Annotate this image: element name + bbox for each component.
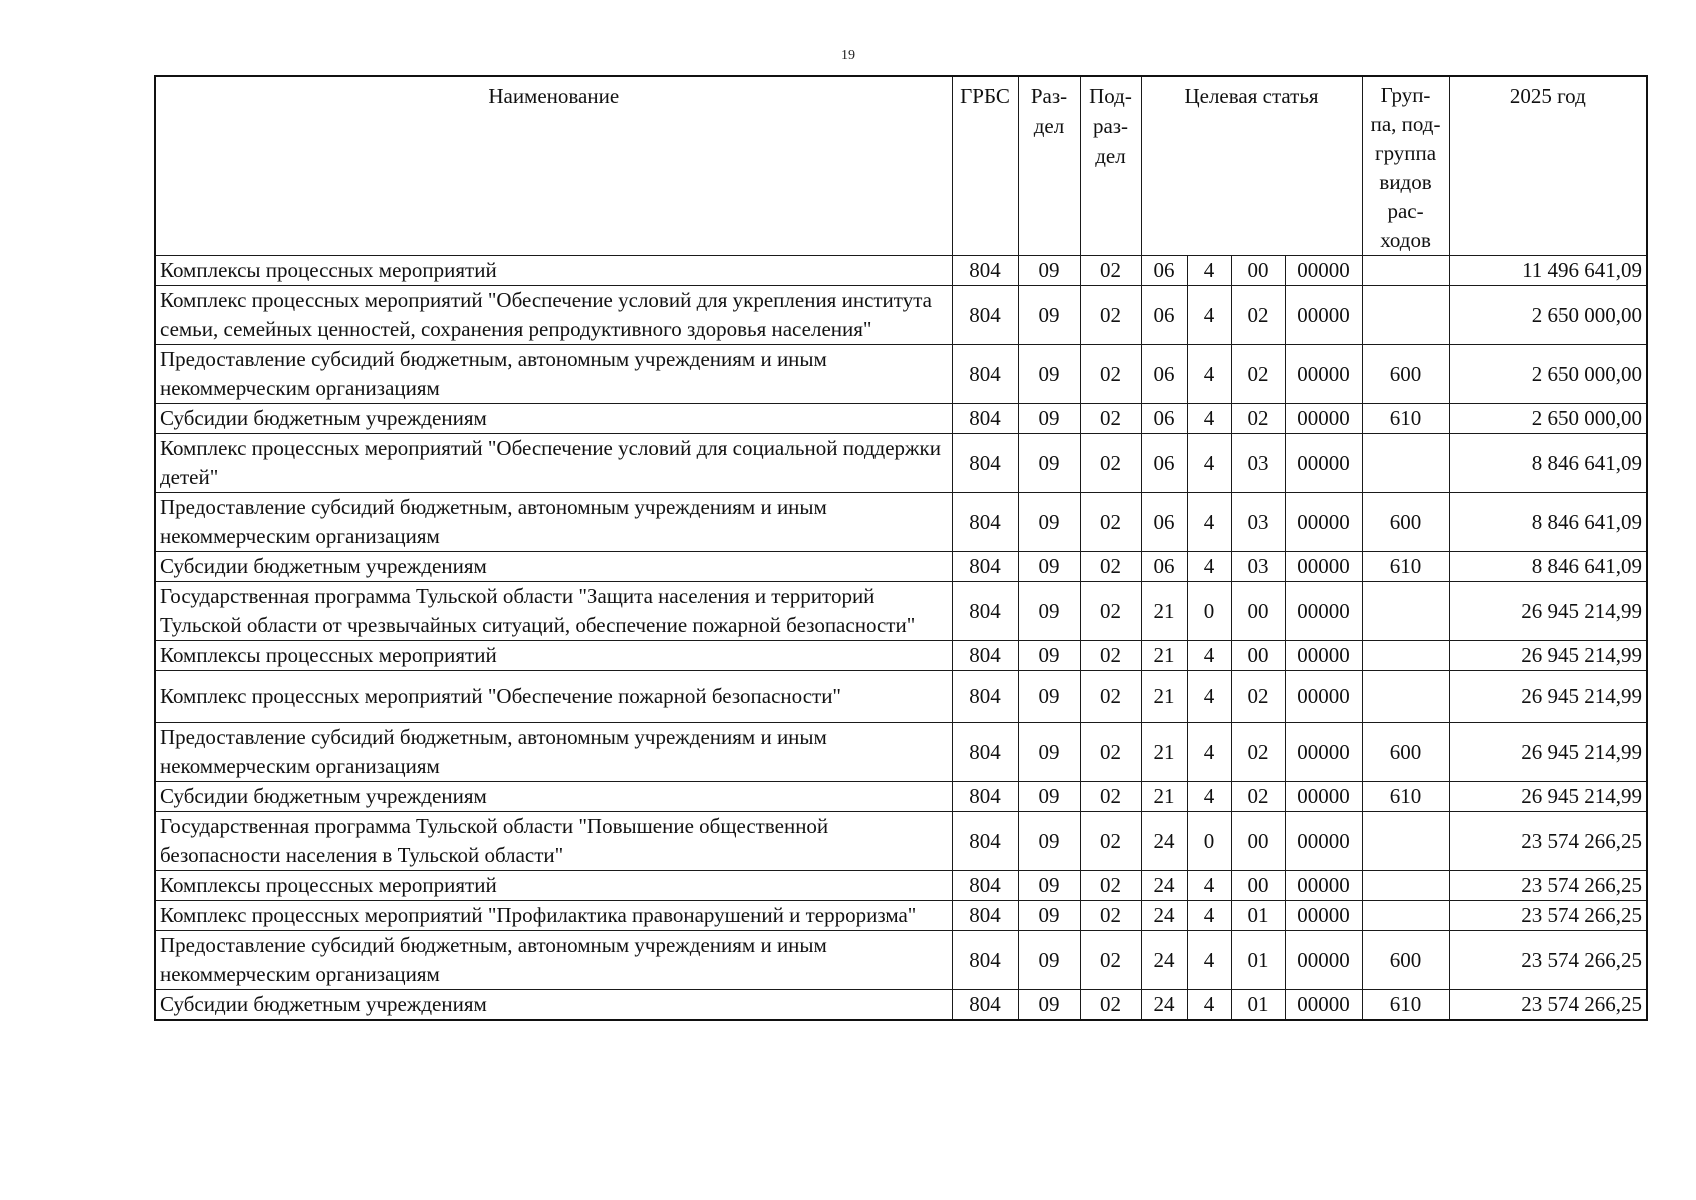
row-subsection: 02: [1080, 493, 1141, 552]
row-expense-group: [1362, 256, 1449, 286]
row-target-structure: 02: [1231, 404, 1285, 434]
row-section: 09: [1018, 723, 1080, 782]
table-row: [155, 493, 1647, 552]
row-target-structure: 02: [1231, 782, 1285, 812]
row-expense-group: [1362, 582, 1449, 641]
row-name: Комплекс процессных мероприятий "Обеспечение условий для укрепления института семьи, семейных ценностей, сохранения репродуктивного здоровья населения": [155, 286, 952, 345]
row-target-structure: 03: [1231, 493, 1285, 552]
row-target-direction: 00000: [1285, 434, 1362, 493]
row-target-program: 24: [1141, 931, 1187, 990]
row-section: 09: [1018, 931, 1080, 990]
row-grbs: 804: [952, 871, 1018, 901]
row-amount: 26 945 214,99: [1449, 641, 1647, 671]
row-section: 09: [1018, 782, 1080, 812]
row-target-type: 4: [1187, 286, 1231, 345]
row-target-program: 21: [1141, 671, 1187, 723]
row-target-structure: 02: [1231, 723, 1285, 782]
row-target-direction: 00000: [1285, 582, 1362, 641]
row-name: Государственная программа Тульской области "Защита населения и территорий Тульской области от чрезвычайных ситуаций, обеспечение пожарной безопасности": [155, 582, 952, 641]
row-grbs: 804: [952, 990, 1018, 1021]
row-target-program: 21: [1141, 582, 1187, 641]
row-grbs: 804: [952, 552, 1018, 582]
table-row: [155, 582, 1647, 641]
row-name: Комплекс процессных мероприятий "Обеспечение условий для социальной поддержки детей": [155, 434, 952, 493]
row-target-direction: 00000: [1285, 723, 1362, 782]
table-header-row: [155, 76, 1647, 256]
row-name: Предоставление субсидий бюджетным, автономным учреждениям и иным некоммерческим организациям: [155, 493, 952, 552]
row-target-structure: 00: [1231, 871, 1285, 901]
row-target-direction: 00000: [1285, 493, 1362, 552]
table-row: [155, 434, 1647, 493]
row-subsection: 02: [1080, 812, 1141, 871]
row-subsection: 02: [1080, 931, 1141, 990]
row-name: Комплекс процессных мероприятий "Профилактика правонарушений и терроризма": [155, 901, 952, 931]
header-expense-group: Груп- па, под- группа видов рас- ходов: [1362, 76, 1449, 256]
row-grbs: 804: [952, 641, 1018, 671]
row-target-structure: 03: [1231, 434, 1285, 493]
row-target-type: 4: [1187, 871, 1231, 901]
row-expense-group: 610: [1362, 990, 1449, 1021]
page-number: 19: [841, 48, 855, 63]
row-grbs: 804: [952, 812, 1018, 871]
row-amount: 23 574 266,25: [1449, 931, 1647, 990]
row-target-direction: 00000: [1285, 671, 1362, 723]
row-subsection: 02: [1080, 871, 1141, 901]
row-section: 09: [1018, 256, 1080, 286]
row-amount: 8 846 641,09: [1449, 434, 1647, 493]
row-target-type: 4: [1187, 901, 1231, 931]
row-target-structure: 03: [1231, 552, 1285, 582]
row-amount: 23 574 266,25: [1449, 990, 1647, 1021]
row-section: 09: [1018, 582, 1080, 641]
row-amount: 26 945 214,99: [1449, 582, 1647, 641]
row-target-type: 4: [1187, 641, 1231, 671]
row-target-program: 06: [1141, 256, 1187, 286]
row-amount: 23 574 266,25: [1449, 901, 1647, 931]
row-subsection: 02: [1080, 990, 1141, 1021]
table-row: [155, 812, 1647, 871]
table-row: [155, 552, 1647, 582]
budget-table: [154, 75, 1648, 1021]
row-target-type: 4: [1187, 723, 1231, 782]
row-target-direction: 00000: [1285, 931, 1362, 990]
table-row: [155, 641, 1647, 671]
row-subsection: 02: [1080, 582, 1141, 641]
table-row: [155, 990, 1647, 1021]
row-subsection: 02: [1080, 256, 1141, 286]
table-row: [155, 671, 1647, 723]
row-name: Комплексы процессных мероприятий: [155, 871, 952, 901]
row-grbs: 804: [952, 582, 1018, 641]
row-target-direction: 00000: [1285, 812, 1362, 871]
row-target-direction: 00000: [1285, 871, 1362, 901]
row-name: Комплексы процессных мероприятий: [155, 256, 952, 286]
row-subsection: 02: [1080, 404, 1141, 434]
row-section: 09: [1018, 901, 1080, 931]
row-target-structure: 01: [1231, 990, 1285, 1021]
row-grbs: 804: [952, 345, 1018, 404]
header-name: Наименование: [155, 76, 952, 256]
row-target-type: 4: [1187, 256, 1231, 286]
row-expense-group: [1362, 812, 1449, 871]
row-name: Комплекс процессных мероприятий "Обеспечение пожарной безопасности": [155, 671, 952, 723]
row-section: 09: [1018, 671, 1080, 723]
row-target-structure: 02: [1231, 345, 1285, 404]
row-target-program: 06: [1141, 434, 1187, 493]
table-body: [155, 256, 1647, 1021]
row-section: 09: [1018, 871, 1080, 901]
row-expense-group: 600: [1362, 723, 1449, 782]
row-grbs: 804: [952, 931, 1018, 990]
row-name: Государственная программа Тульской области "Повышение общественной безопасности населения в Тульской области": [155, 812, 952, 871]
row-amount: 23 574 266,25: [1449, 812, 1647, 871]
row-expense-group: 600: [1362, 931, 1449, 990]
row-target-structure: 01: [1231, 931, 1285, 990]
row-target-direction: 00000: [1285, 345, 1362, 404]
row-target-structure: 01: [1231, 901, 1285, 931]
row-section: 09: [1018, 493, 1080, 552]
row-section: 09: [1018, 434, 1080, 493]
row-amount: 26 945 214,99: [1449, 782, 1647, 812]
table-row: [155, 256, 1647, 286]
row-target-type: 4: [1187, 782, 1231, 812]
row-amount: 8 846 641,09: [1449, 552, 1647, 582]
row-grbs: 804: [952, 434, 1018, 493]
row-expense-group: 600: [1362, 493, 1449, 552]
row-target-program: 06: [1141, 552, 1187, 582]
row-name: Предоставление субсидий бюджетным, автономным учреждениям и иным некоммерческим организациям: [155, 931, 952, 990]
row-grbs: 804: [952, 493, 1018, 552]
table-row: [155, 931, 1647, 990]
row-subsection: 02: [1080, 552, 1141, 582]
row-name: Субсидии бюджетным учреждениям: [155, 990, 952, 1021]
row-target-program: 24: [1141, 871, 1187, 901]
row-expense-group: [1362, 671, 1449, 723]
row-subsection: 02: [1080, 286, 1141, 345]
row-target-program: 06: [1141, 404, 1187, 434]
header-subsection: Под- раз- дел: [1080, 76, 1141, 256]
table-row: [155, 871, 1647, 901]
row-target-type: 4: [1187, 990, 1231, 1021]
row-subsection: 02: [1080, 723, 1141, 782]
row-target-structure: 00: [1231, 256, 1285, 286]
row-amount: 23 574 266,25: [1449, 871, 1647, 901]
row-name: Субсидии бюджетным учреждениям: [155, 404, 952, 434]
row-target-program: 06: [1141, 493, 1187, 552]
row-section: 09: [1018, 404, 1080, 434]
row-target-direction: 00000: [1285, 641, 1362, 671]
row-target-program: 24: [1141, 990, 1187, 1021]
row-amount: 2 650 000,00: [1449, 286, 1647, 345]
row-target-type: 4: [1187, 493, 1231, 552]
row-amount: 11 496 641,09: [1449, 256, 1647, 286]
row-expense-group: [1362, 286, 1449, 345]
row-grbs: 804: [952, 782, 1018, 812]
table-row: [155, 286, 1647, 345]
row-grbs: 804: [952, 404, 1018, 434]
row-amount: 2 650 000,00: [1449, 345, 1647, 404]
row-grbs: 804: [952, 286, 1018, 345]
header-grbs: ГРБС: [952, 76, 1018, 256]
row-target-program: 24: [1141, 812, 1187, 871]
row-target-type: 4: [1187, 434, 1231, 493]
row-target-program: 24: [1141, 901, 1187, 931]
row-section: 09: [1018, 641, 1080, 671]
header-target-item: Целевая статья: [1141, 76, 1362, 256]
row-subsection: 02: [1080, 901, 1141, 931]
row-target-direction: 00000: [1285, 901, 1362, 931]
row-target-program: 06: [1141, 345, 1187, 404]
row-expense-group: [1362, 901, 1449, 931]
row-target-type: 0: [1187, 582, 1231, 641]
row-expense-group: 610: [1362, 782, 1449, 812]
row-target-program: 21: [1141, 641, 1187, 671]
header-year: 2025 год: [1449, 76, 1647, 256]
table-row: [155, 901, 1647, 931]
row-amount: 8 846 641,09: [1449, 493, 1647, 552]
row-expense-group: [1362, 641, 1449, 671]
row-expense-group: [1362, 871, 1449, 901]
row-subsection: 02: [1080, 641, 1141, 671]
row-grbs: 804: [952, 256, 1018, 286]
row-target-direction: 00000: [1285, 552, 1362, 582]
row-target-direction: 00000: [1285, 286, 1362, 345]
row-name: Предоставление субсидий бюджетным, автономным учреждениям и иным некоммерческим организациям: [155, 723, 952, 782]
row-target-structure: 00: [1231, 641, 1285, 671]
row-subsection: 02: [1080, 345, 1141, 404]
row-expense-group: [1362, 434, 1449, 493]
table-row: [155, 345, 1647, 404]
row-target-direction: 00000: [1285, 404, 1362, 434]
row-target-structure: 00: [1231, 582, 1285, 641]
row-target-structure: 02: [1231, 671, 1285, 723]
row-target-program: 21: [1141, 723, 1187, 782]
row-target-direction: 00000: [1285, 256, 1362, 286]
row-amount: 2 650 000,00: [1449, 404, 1647, 434]
row-subsection: 02: [1080, 782, 1141, 812]
row-expense-group: 600: [1362, 345, 1449, 404]
row-section: 09: [1018, 286, 1080, 345]
row-name: Субсидии бюджетным учреждениям: [155, 782, 952, 812]
header-section: Раз- дел: [1018, 76, 1080, 256]
row-target-type: 0: [1187, 812, 1231, 871]
row-target-type: 4: [1187, 671, 1231, 723]
row-target-structure: 00: [1231, 812, 1285, 871]
row-expense-group: 610: [1362, 552, 1449, 582]
row-grbs: 804: [952, 723, 1018, 782]
row-target-type: 4: [1187, 404, 1231, 434]
row-target-type: 4: [1187, 552, 1231, 582]
row-section: 09: [1018, 990, 1080, 1021]
row-subsection: 02: [1080, 671, 1141, 723]
table-row: [155, 723, 1647, 782]
row-name: Комплексы процессных мероприятий: [155, 641, 952, 671]
row-name: Предоставление субсидий бюджетным, автономным учреждениям и иным некоммерческим организациям: [155, 345, 952, 404]
row-target-direction: 00000: [1285, 782, 1362, 812]
row-target-program: 21: [1141, 782, 1187, 812]
row-target-program: 06: [1141, 286, 1187, 345]
row-target-type: 4: [1187, 345, 1231, 404]
row-section: 09: [1018, 345, 1080, 404]
row-section: 09: [1018, 812, 1080, 871]
table-row: [155, 782, 1647, 812]
row-amount: 26 945 214,99: [1449, 671, 1647, 723]
row-target-type: 4: [1187, 931, 1231, 990]
row-subsection: 02: [1080, 434, 1141, 493]
row-expense-group: 610: [1362, 404, 1449, 434]
row-amount: 26 945 214,99: [1449, 723, 1647, 782]
row-name: Субсидии бюджетным учреждениям: [155, 552, 952, 582]
row-target-structure: 02: [1231, 286, 1285, 345]
table-row: [155, 404, 1647, 434]
row-grbs: 804: [952, 901, 1018, 931]
row-grbs: 804: [952, 671, 1018, 723]
row-section: 09: [1018, 552, 1080, 582]
row-target-direction: 00000: [1285, 990, 1362, 1021]
